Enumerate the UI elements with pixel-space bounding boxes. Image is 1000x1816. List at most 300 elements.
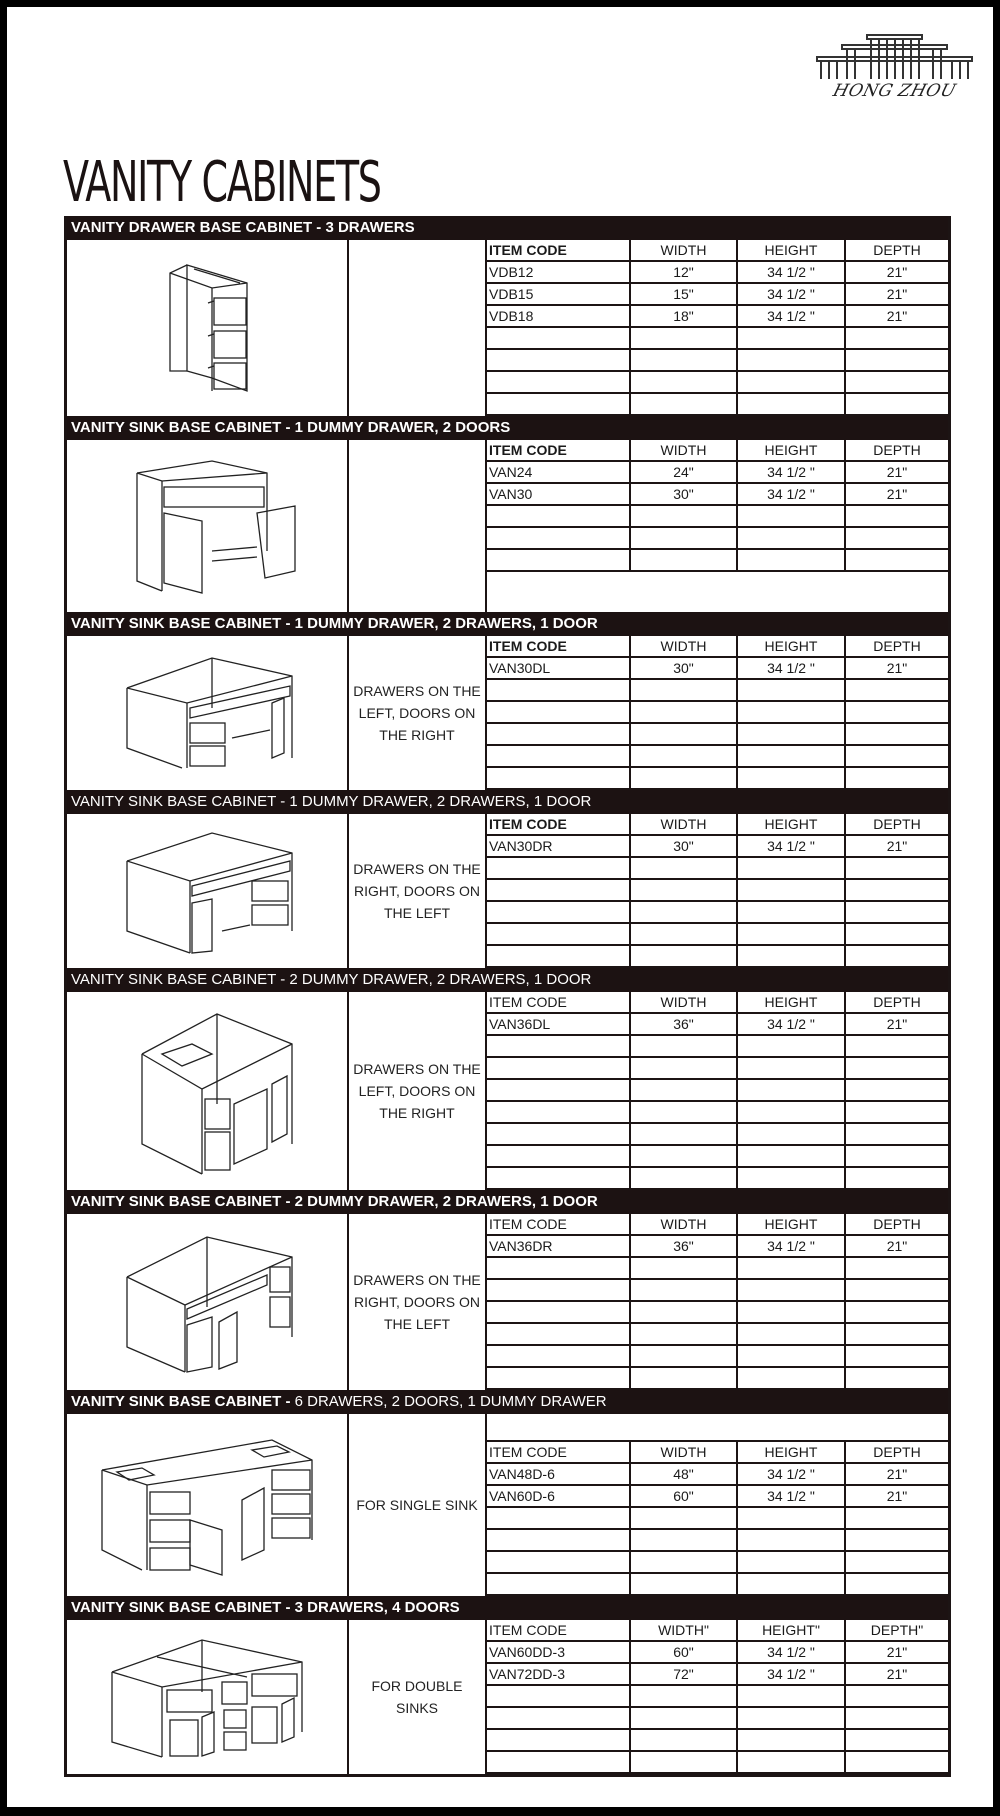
header-item-code: ITEM CODE bbox=[487, 814, 630, 835]
drawer-base-3-drawers-icon bbox=[132, 253, 282, 403]
section-title bbox=[67, 612, 948, 636]
cell-depth: 21" bbox=[845, 657, 948, 679]
cell-height: 34 1/2 " bbox=[737, 283, 845, 305]
empty-cell bbox=[487, 1345, 630, 1367]
cell-item-code: VAN36DL bbox=[487, 1013, 630, 1035]
empty-cell bbox=[737, 1529, 845, 1551]
empty-cell bbox=[630, 1707, 737, 1729]
empty-table-row bbox=[487, 1551, 948, 1573]
cell-height: 34 1/2 " bbox=[737, 835, 845, 857]
cell-height: 34 1/2 " bbox=[737, 1463, 845, 1485]
empty-cell bbox=[630, 1685, 737, 1707]
empty-cell bbox=[845, 1323, 948, 1345]
empty-cell bbox=[737, 679, 845, 701]
blank-row bbox=[487, 1414, 948, 1442]
empty-cell bbox=[630, 679, 737, 701]
empty-cell bbox=[737, 1707, 845, 1729]
empty-cell bbox=[845, 945, 948, 967]
empty-cell bbox=[487, 901, 630, 923]
empty-cell bbox=[487, 701, 630, 723]
cell-width: 36" bbox=[630, 1235, 737, 1257]
cabinet-image bbox=[67, 1414, 349, 1596]
empty-cell bbox=[487, 1707, 630, 1729]
empty-table-row bbox=[487, 879, 948, 901]
double-sink-base-icon bbox=[102, 1632, 312, 1762]
table-row bbox=[487, 283, 948, 305]
header-height: HEIGHT bbox=[737, 814, 845, 835]
configuration-note bbox=[349, 636, 487, 790]
empty-cell bbox=[487, 1123, 630, 1145]
cell-width: 15" bbox=[630, 283, 737, 305]
cabinet-image bbox=[67, 240, 349, 416]
spec-table-cell bbox=[487, 1414, 948, 1596]
configuration-note bbox=[349, 814, 487, 968]
empty-cell bbox=[630, 1167, 737, 1189]
section-title bbox=[67, 968, 948, 992]
spec-table bbox=[487, 992, 948, 1190]
section-title bbox=[67, 1190, 948, 1214]
empty-cell bbox=[845, 1279, 948, 1301]
empty-cell bbox=[737, 1551, 845, 1573]
configuration-note-text: DRAWERS ON THE RIGHT, DOORS ON THE LEFT bbox=[353, 1272, 481, 1332]
header-width: WIDTH bbox=[630, 814, 737, 835]
section-title-bold: VANITY SINK BASE CABINET - 2 DUMMY DRAWER, 2 DRAWERS, 1 DOOR bbox=[71, 1193, 598, 1210]
cell-height: 34 1/2 " bbox=[737, 461, 845, 483]
empty-cell bbox=[737, 1145, 845, 1167]
configuration-note bbox=[349, 992, 487, 1190]
section-title-rest: 6 DRAWERS, 2 DOORS, 1 DUMMY DRAWER bbox=[290, 1393, 607, 1410]
header-height: HEIGHT bbox=[737, 1442, 845, 1463]
cell-depth: 21" bbox=[845, 261, 948, 283]
cell-height: 34 1/2 " bbox=[737, 261, 845, 283]
empty-cell bbox=[487, 1573, 630, 1595]
empty-cell bbox=[487, 549, 630, 571]
empty-table-row bbox=[487, 505, 948, 527]
cell-height: 34 1/2 " bbox=[737, 1663, 845, 1685]
table-row bbox=[487, 1463, 948, 1485]
empty-cell bbox=[630, 527, 737, 549]
empty-cell bbox=[487, 327, 630, 349]
spec-table bbox=[487, 240, 948, 416]
empty-cell bbox=[487, 527, 630, 549]
empty-cell bbox=[737, 1101, 845, 1123]
section-title bbox=[67, 790, 948, 814]
header-height: HEIGHT bbox=[737, 1214, 845, 1235]
header-height: HEIGHT bbox=[737, 636, 845, 657]
empty-cell bbox=[630, 901, 737, 923]
header-depth: DEPTH bbox=[845, 240, 948, 261]
header-item-code: ITEM CODE bbox=[487, 240, 630, 261]
empty-cell bbox=[845, 1123, 948, 1145]
empty-table-row bbox=[487, 901, 948, 923]
empty-cell bbox=[737, 1079, 845, 1101]
header-depth: DEPTH" bbox=[845, 1620, 948, 1641]
empty-cell bbox=[630, 1507, 737, 1529]
empty-cell bbox=[737, 1301, 845, 1323]
brand-name: HONG ZHOU bbox=[830, 81, 959, 101]
empty-cell bbox=[630, 1101, 737, 1123]
empty-cell bbox=[487, 349, 630, 371]
section-title-bold: VANITY SINK BASE CABINET - 1 DUMMY DRAWER, 2 DRAWERS, 1 DOOR bbox=[71, 615, 598, 632]
empty-cell bbox=[487, 723, 630, 745]
empty-cell bbox=[630, 1345, 737, 1367]
cabinet-section bbox=[67, 968, 948, 1190]
cell-item-code: VAN30DR bbox=[487, 835, 630, 857]
section-title-rest: VANITY SINK BASE CABINET - 1 DUMMY DRAWER, 2 DRAWERS, 1 DOOR bbox=[71, 793, 592, 810]
empty-table-row bbox=[487, 701, 948, 723]
table-header-row bbox=[487, 440, 948, 461]
configuration-note bbox=[349, 1414, 487, 1596]
empty-cell bbox=[487, 1685, 630, 1707]
cell-depth: 21" bbox=[845, 1235, 948, 1257]
header-width: WIDTH" bbox=[630, 1620, 737, 1641]
configuration-note-text: DRAWERS ON THE LEFT, DOORS ON THE RIGHT bbox=[353, 683, 481, 743]
empty-cell bbox=[845, 1685, 948, 1707]
cabinet-image bbox=[67, 992, 349, 1190]
header-width: WIDTH bbox=[630, 240, 737, 261]
empty-cell bbox=[845, 857, 948, 879]
header-depth: DEPTH bbox=[845, 1214, 948, 1235]
configuration-note-text: DRAWERS ON THE RIGHT, DOORS ON THE LEFT bbox=[353, 861, 481, 921]
cabinet-image bbox=[67, 814, 349, 968]
section-title-bold: VANITY SINK BASE CABINET - bbox=[71, 1393, 291, 1410]
empty-cell bbox=[737, 1685, 845, 1707]
empty-cell bbox=[737, 1573, 845, 1595]
empty-table-row bbox=[487, 1301, 948, 1323]
brand-logo bbox=[807, 29, 982, 107]
empty-cell bbox=[630, 1257, 737, 1279]
empty-cell bbox=[630, 349, 737, 371]
empty-cell bbox=[845, 1167, 948, 1189]
spec-table-cell bbox=[487, 814, 948, 968]
empty-cell bbox=[487, 679, 630, 701]
table-row bbox=[487, 1641, 948, 1663]
empty-cell bbox=[845, 393, 948, 415]
configuration-note-text: DRAWERS ON THE LEFT, DOORS ON THE RIGHT bbox=[353, 1061, 481, 1121]
empty-cell bbox=[845, 327, 948, 349]
catalog-page bbox=[7, 7, 993, 1807]
section-title bbox=[67, 216, 948, 240]
empty-cell bbox=[737, 1367, 845, 1389]
empty-cell bbox=[487, 371, 630, 393]
sink-base-36-drawers-right-icon bbox=[107, 1227, 307, 1377]
cell-width: 48" bbox=[630, 1463, 737, 1485]
empty-table-row bbox=[487, 1529, 948, 1551]
empty-table-row bbox=[487, 857, 948, 879]
empty-cell bbox=[487, 1507, 630, 1529]
empty-cell bbox=[737, 701, 845, 723]
spec-table-cell bbox=[487, 992, 948, 1190]
table-row bbox=[487, 657, 948, 679]
spec-table-cell bbox=[487, 1620, 948, 1774]
empty-cell bbox=[630, 1751, 737, 1773]
empty-cell bbox=[845, 1145, 948, 1167]
configuration-note-text: FOR SINGLE SINK bbox=[356, 1497, 478, 1513]
configuration-note bbox=[349, 240, 487, 416]
table-row bbox=[487, 1235, 948, 1257]
empty-cell bbox=[845, 901, 948, 923]
empty-cell bbox=[737, 393, 845, 415]
empty-cell bbox=[487, 393, 630, 415]
cell-width: 12" bbox=[630, 261, 737, 283]
header-width: WIDTH bbox=[630, 1214, 737, 1235]
sink-base-2-doors-icon bbox=[117, 451, 297, 601]
empty-cell bbox=[737, 349, 845, 371]
cell-height: 34 1/2 " bbox=[737, 1235, 845, 1257]
sink-base-drawers-left-icon bbox=[112, 648, 302, 778]
cabinet-section bbox=[67, 416, 948, 612]
empty-cell bbox=[630, 1551, 737, 1573]
page-title: VANITY CABINETS bbox=[63, 149, 381, 215]
cell-depth: 21" bbox=[845, 835, 948, 857]
empty-cell bbox=[630, 1079, 737, 1101]
empty-table-row bbox=[487, 549, 948, 571]
sink-base-6-drawers-icon bbox=[92, 1430, 322, 1580]
empty-cell bbox=[737, 1057, 845, 1079]
empty-cell bbox=[630, 371, 737, 393]
cell-depth: 21" bbox=[845, 1463, 948, 1485]
empty-table-row bbox=[487, 1323, 948, 1345]
header-height: HEIGHT bbox=[737, 440, 845, 461]
empty-table-row bbox=[487, 1573, 948, 1595]
cell-depth: 21" bbox=[845, 483, 948, 505]
cell-item-code: VDB18 bbox=[487, 305, 630, 327]
empty-cell bbox=[487, 745, 630, 767]
empty-cell bbox=[737, 879, 845, 901]
empty-cell bbox=[845, 1573, 948, 1595]
configuration-note bbox=[349, 440, 487, 612]
cell-height: 34 1/2 " bbox=[737, 1641, 845, 1663]
header-depth: DEPTH bbox=[845, 1442, 948, 1463]
empty-cell bbox=[845, 1751, 948, 1773]
cabinet-image bbox=[67, 440, 349, 612]
cell-item-code: VAN72DD-3 bbox=[487, 1663, 630, 1685]
empty-cell bbox=[737, 1323, 845, 1345]
configuration-note-text: FOR DOUBLE SINKS bbox=[371, 1678, 463, 1716]
empty-table-row bbox=[487, 723, 948, 745]
section-title-rest: VANITY SINK BASE CABINET - 2 DUMMY DRAWER, 2 DRAWERS, 1 DOOR bbox=[71, 971, 592, 988]
empty-table-row bbox=[487, 923, 948, 945]
header-width: WIDTH bbox=[630, 992, 737, 1013]
spec-table bbox=[487, 636, 948, 790]
section-title bbox=[67, 1390, 948, 1414]
section-title-bold: VANITY SINK BASE CABINET - 3 DRAWERS, 4 DOORS bbox=[71, 1599, 460, 1616]
empty-cell bbox=[630, 393, 737, 415]
sink-base-36-drawers-left-icon bbox=[112, 1004, 302, 1179]
table-row bbox=[487, 835, 948, 857]
empty-cell bbox=[845, 879, 948, 901]
empty-table-row bbox=[487, 1345, 948, 1367]
empty-cell bbox=[487, 1529, 630, 1551]
empty-cell bbox=[845, 371, 948, 393]
table-header-row bbox=[487, 1620, 948, 1641]
empty-table-row bbox=[487, 1123, 948, 1145]
empty-table-row bbox=[487, 1057, 948, 1079]
cell-width: 36" bbox=[630, 1013, 737, 1035]
table-header-row bbox=[487, 992, 948, 1013]
empty-cell bbox=[845, 549, 948, 571]
cell-width: 30" bbox=[630, 657, 737, 679]
header-depth: DEPTH bbox=[845, 440, 948, 461]
empty-table-row bbox=[487, 1167, 948, 1189]
cell-width: 60" bbox=[630, 1641, 737, 1663]
empty-cell bbox=[845, 349, 948, 371]
empty-cell bbox=[737, 857, 845, 879]
empty-cell bbox=[737, 945, 845, 967]
cell-item-code: VAN24 bbox=[487, 461, 630, 483]
section-title bbox=[67, 1596, 948, 1620]
empty-cell bbox=[487, 1257, 630, 1279]
cell-width: 18" bbox=[630, 305, 737, 327]
empty-table-row bbox=[487, 1257, 948, 1279]
empty-table-row bbox=[487, 1751, 948, 1773]
empty-cell bbox=[487, 879, 630, 901]
cell-item-code: VAN60DD-3 bbox=[487, 1641, 630, 1663]
empty-cell bbox=[487, 1145, 630, 1167]
cell-depth: 21" bbox=[845, 461, 948, 483]
empty-table-row bbox=[487, 679, 948, 701]
empty-cell bbox=[845, 1729, 948, 1751]
empty-table-row bbox=[487, 349, 948, 371]
empty-cell bbox=[845, 745, 948, 767]
empty-cell bbox=[630, 857, 737, 879]
cell-depth: 21" bbox=[845, 283, 948, 305]
cell-depth: 21" bbox=[845, 305, 948, 327]
table-row bbox=[487, 1013, 948, 1035]
cell-depth: 21" bbox=[845, 1641, 948, 1663]
spec-table bbox=[487, 1442, 948, 1596]
table-header-row bbox=[487, 814, 948, 835]
cell-item-code: VAN60D-6 bbox=[487, 1485, 630, 1507]
empty-cell bbox=[737, 745, 845, 767]
empty-cell bbox=[487, 1367, 630, 1389]
table-header-row bbox=[487, 1442, 948, 1463]
empty-cell bbox=[737, 1167, 845, 1189]
empty-cell bbox=[845, 1079, 948, 1101]
spec-table bbox=[487, 1620, 948, 1774]
header-width: WIDTH bbox=[630, 1442, 737, 1463]
empty-cell bbox=[630, 1057, 737, 1079]
empty-cell bbox=[737, 1507, 845, 1529]
section-title bbox=[67, 416, 948, 440]
header-depth: DEPTH bbox=[845, 992, 948, 1013]
empty-cell bbox=[737, 1257, 845, 1279]
empty-cell bbox=[737, 527, 845, 549]
header-height: HEIGHT bbox=[737, 240, 845, 261]
cell-depth: 21" bbox=[845, 1013, 948, 1035]
empty-table-row bbox=[487, 371, 948, 393]
configuration-note bbox=[349, 1620, 487, 1774]
cell-height: 34 1/2 " bbox=[737, 305, 845, 327]
header-item-code: ITEM CODE bbox=[487, 1214, 630, 1235]
header-item-code: ITEM CODE bbox=[487, 636, 630, 657]
empty-table-row bbox=[487, 527, 948, 549]
empty-cell bbox=[845, 1057, 948, 1079]
empty-cell bbox=[487, 767, 630, 789]
spec-table-cell bbox=[487, 636, 948, 790]
spec-table-cell bbox=[487, 240, 948, 416]
empty-cell bbox=[487, 1167, 630, 1189]
empty-cell bbox=[630, 723, 737, 745]
header-item-code: ITEM CODE bbox=[487, 440, 630, 461]
empty-table-row bbox=[487, 1729, 948, 1751]
header-depth: DEPTH bbox=[845, 814, 948, 835]
empty-table-row bbox=[487, 767, 948, 789]
header-item-code: ITEM CODE bbox=[487, 992, 630, 1013]
empty-cell bbox=[737, 1345, 845, 1367]
empty-table-row bbox=[487, 1079, 948, 1101]
empty-cell bbox=[487, 945, 630, 967]
cabinet-image bbox=[67, 1214, 349, 1390]
empty-table-row bbox=[487, 1145, 948, 1167]
cell-item-code: VAN30 bbox=[487, 483, 630, 505]
empty-cell bbox=[630, 945, 737, 967]
table-row bbox=[487, 461, 948, 483]
empty-cell bbox=[737, 1123, 845, 1145]
empty-table-row bbox=[487, 1101, 948, 1123]
empty-cell bbox=[630, 1035, 737, 1057]
cell-height: 34 1/2 " bbox=[737, 1485, 845, 1507]
header-width: WIDTH bbox=[630, 636, 737, 657]
empty-cell bbox=[737, 327, 845, 349]
empty-cell bbox=[487, 857, 630, 879]
header-item-code: ITEM CODE bbox=[487, 1620, 630, 1641]
table-row bbox=[487, 261, 948, 283]
empty-cell bbox=[737, 767, 845, 789]
empty-table-row bbox=[487, 1685, 948, 1707]
empty-cell bbox=[845, 679, 948, 701]
empty-cell bbox=[487, 1079, 630, 1101]
sink-base-drawers-right-icon bbox=[112, 821, 302, 961]
empty-cell bbox=[737, 723, 845, 745]
empty-cell bbox=[487, 1729, 630, 1751]
empty-cell bbox=[630, 1367, 737, 1389]
table-row bbox=[487, 483, 948, 505]
empty-cell bbox=[630, 745, 737, 767]
empty-cell bbox=[630, 1529, 737, 1551]
configuration-note bbox=[349, 1214, 487, 1390]
cabinet-catalog bbox=[64, 216, 951, 1777]
cell-height: 34 1/2 " bbox=[737, 657, 845, 679]
empty-cell bbox=[487, 1551, 630, 1573]
empty-table-row bbox=[487, 745, 948, 767]
empty-cell bbox=[487, 1101, 630, 1123]
spec-table bbox=[487, 814, 948, 968]
empty-cell bbox=[630, 923, 737, 945]
empty-table-row bbox=[487, 945, 948, 967]
cabinet-section bbox=[67, 1190, 948, 1390]
empty-table-row bbox=[487, 393, 948, 415]
cell-height: 34 1/2 " bbox=[737, 1013, 845, 1035]
empty-cell bbox=[487, 1279, 630, 1301]
header-width: WIDTH bbox=[630, 440, 737, 461]
empty-table-row bbox=[487, 1367, 948, 1389]
empty-cell bbox=[737, 1279, 845, 1301]
empty-cell bbox=[487, 1035, 630, 1057]
empty-cell bbox=[737, 505, 845, 527]
spec-table bbox=[487, 440, 948, 572]
header-depth: DEPTH bbox=[845, 636, 948, 657]
empty-table-row bbox=[487, 1279, 948, 1301]
cabinet-section bbox=[67, 1596, 948, 1774]
empty-cell bbox=[737, 901, 845, 923]
empty-cell bbox=[845, 505, 948, 527]
empty-cell bbox=[487, 505, 630, 527]
cabinet-section bbox=[67, 612, 948, 790]
cell-depth: 21" bbox=[845, 1485, 948, 1507]
empty-cell bbox=[845, 1301, 948, 1323]
empty-cell bbox=[630, 879, 737, 901]
